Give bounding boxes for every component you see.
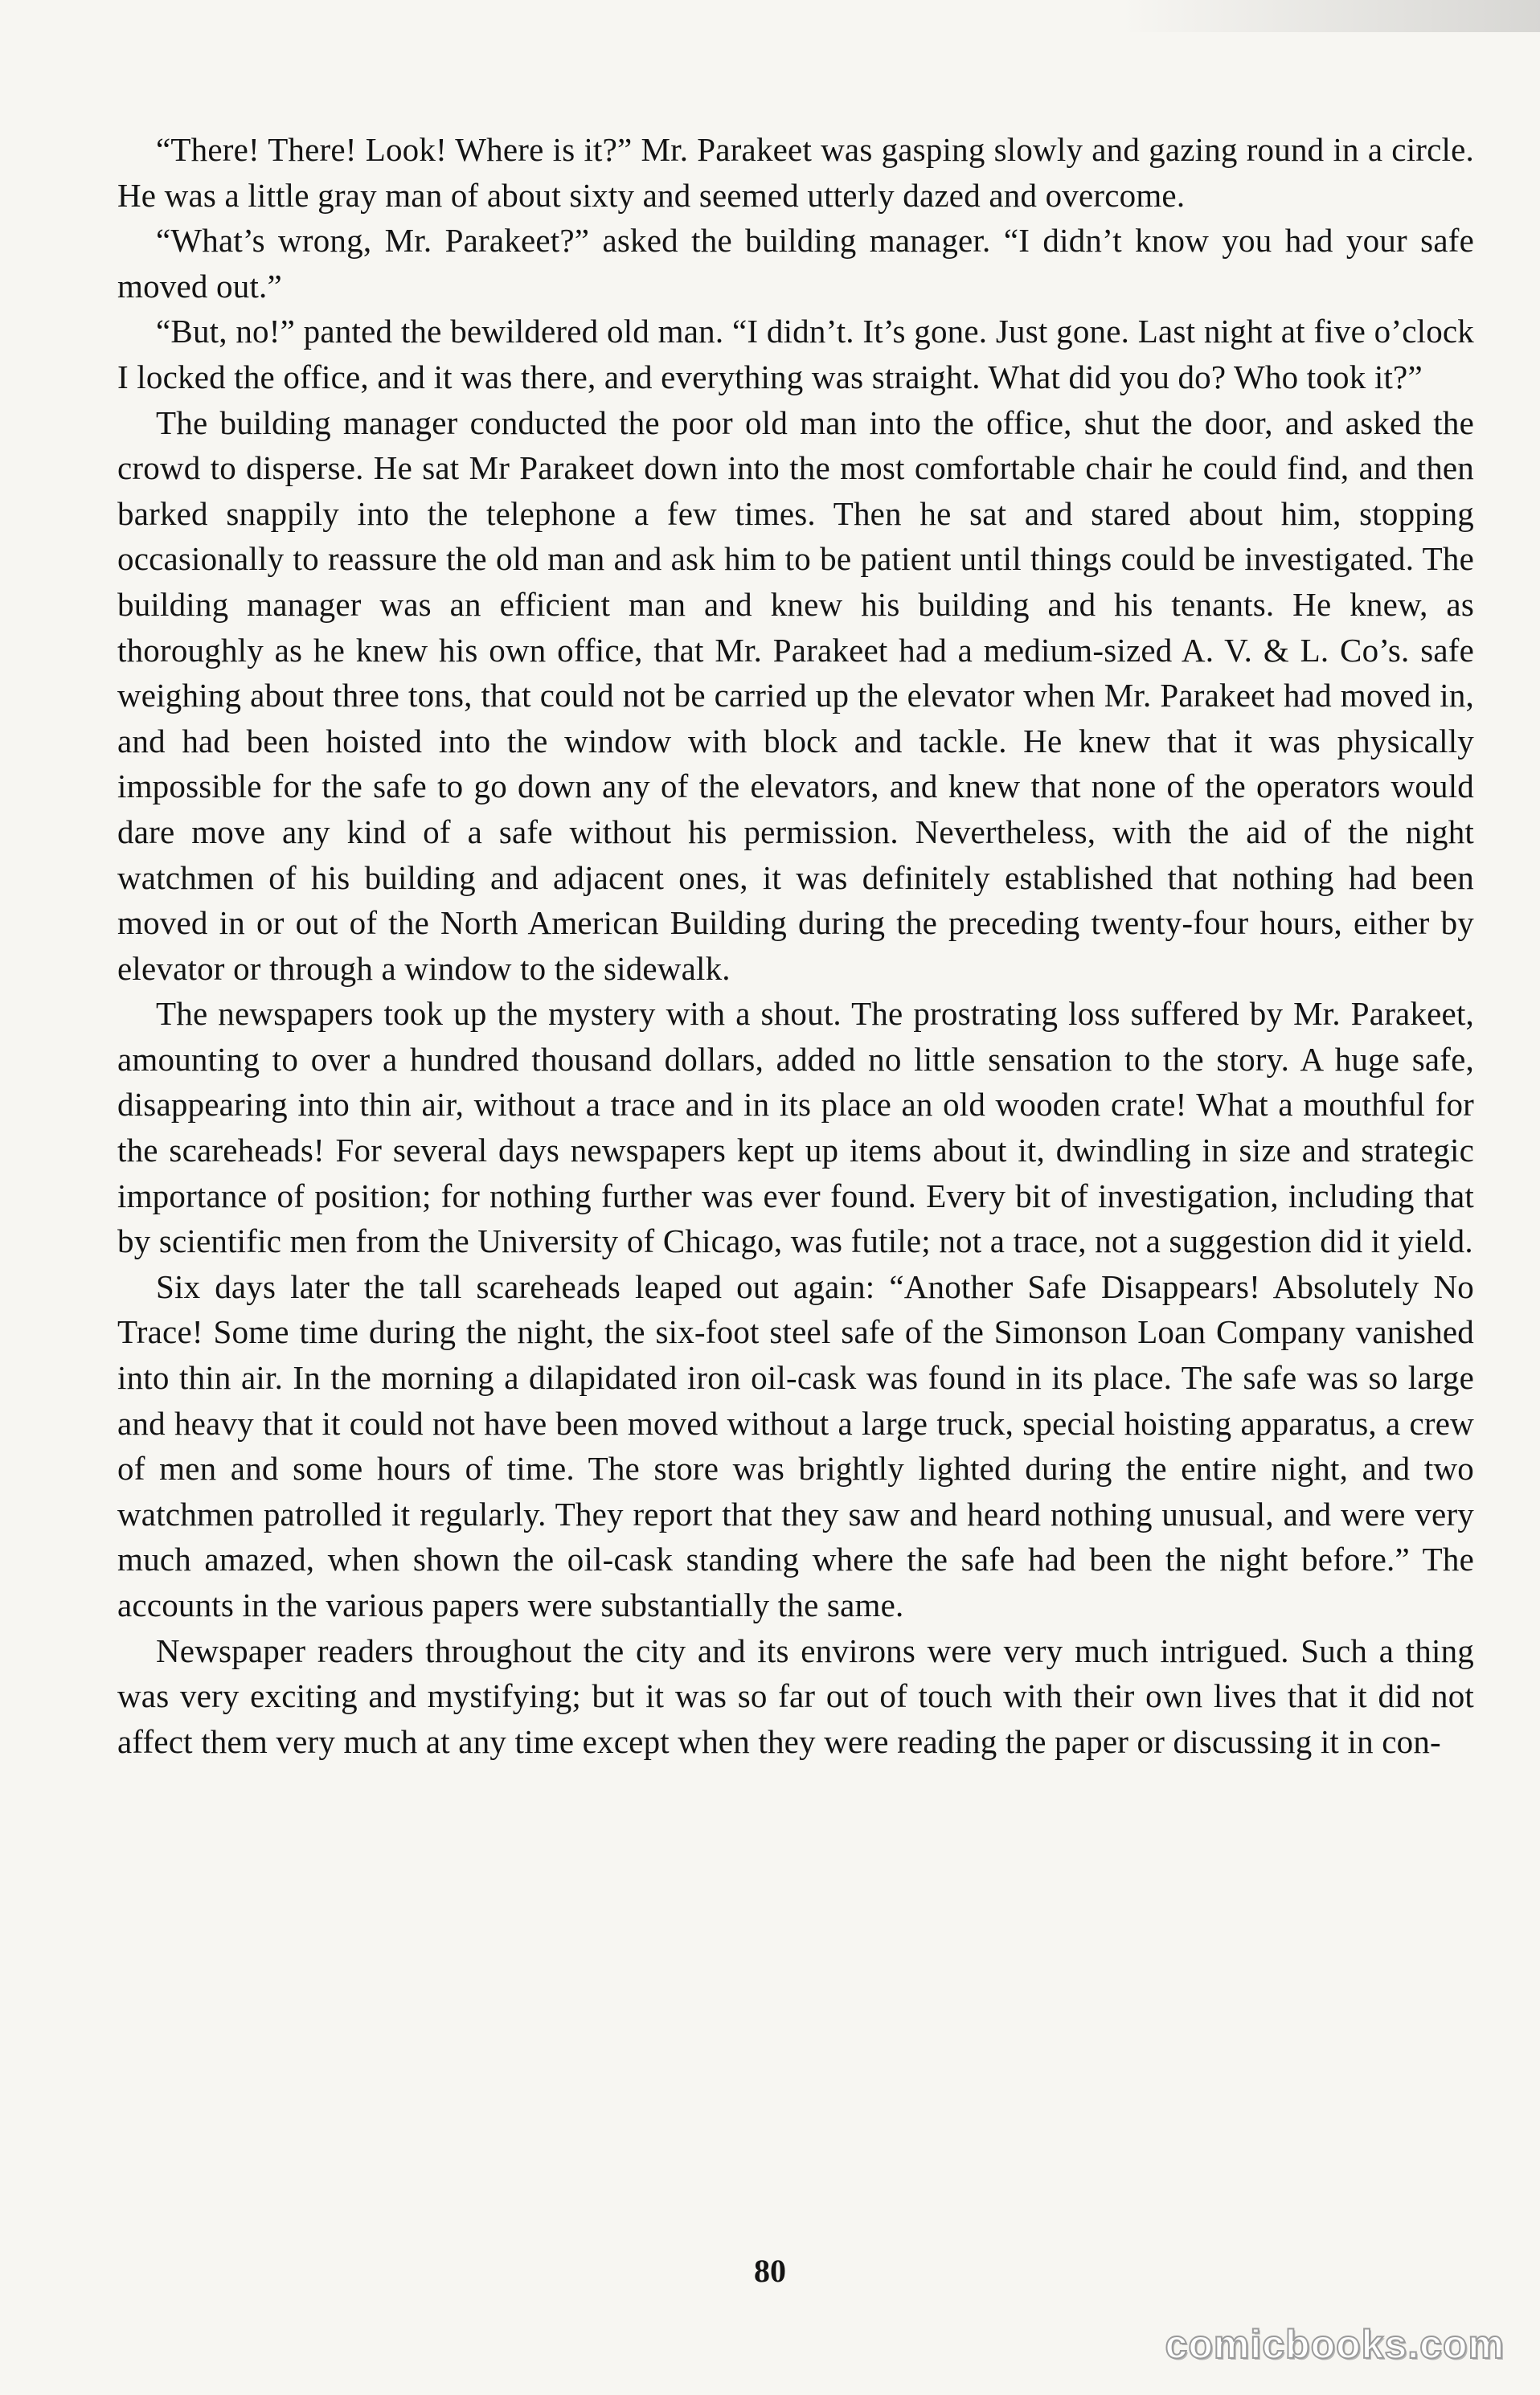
watermark-logo: comicbooks.com — [1165, 2322, 1505, 2367]
paragraph-3: “But, no!” panted the bewildered old man. “I didn’t. It’s gone. Just gone. Last night at five o’clock I locked the office, and it was there, and everything was straight. What did you do? Who took it?” — [117, 313, 1474, 395]
paragraph-4: The building manager conducted the poor old man into the office, shut the door, and asked the crowd to disperse. He sat Mr Parakeet down into the most comfortable chair he could find, and then barked snappily into the telephone a few times. Then he sat and stared about him, stopping occasionally to reassure the old man and ask him to be patient until things could be investigated. The building manager was an efficient man and knew his building and his tenants. He knew, as thoroughly as he knew his own office, that Mr. Parakeet had a medium-sized A. V. & L. Co’s. safe weighing about three tons, that could not be carried up the elevator when Mr. Parakeet had moved in, and had been hoisted into the window with block and tackle. He knew that it was physically impossible for the safe to go down any of the elevators, and knew that none of the operators would dare move any kind of a safe without his permission. Nevertheless, with the aid of the night watchmen of his building and adjacent ones, it was definitely established that nothing had been moved in or out of the North American Building during the preceding twenty-four hours, either by elevator or through a window to the sidewalk. — [117, 403, 1474, 987]
paragraph-6: Six days later the tall scareheads leaped out again: “Another Safe Disappears! Absolutely No Trace! Some time during the night, the six-foot steel safe of the Simonson Loan Company vanished into thin air. In the morning a dilapidated iron oil-cask was found in its place. The safe was so large and heavy that it could not have been moved without a large truck, special hoisting apparatus, a crew of men and some hours of time. The store was brightly lighted during the entire night, and two watchmen patrolled it regularly. They report that they saw and heard nothing unusual, and were very much amazed, when shown the oil-cask standing where the safe had been the night before.” The accounts in the various papers were substantially the same. — [117, 1267, 1474, 1623]
paragraph-1: “There! There! Look! Where is it?” Mr. Parakeet was gasping slowly and gazing round in a circle. He was a little gray man of about sixty and seemed utterly dazed and overcome. — [117, 131, 1474, 214]
body-text — [117, 127, 1474, 1764]
scan-edge-shadow — [1122, 0, 1540, 32]
paragraph-2: “What’s wrong, Mr. Parakeet?” asked the building manager. “I didn’t know you had your safe moved out.” — [117, 222, 1474, 305]
paragraph-5: The newspapers took up the mystery with a shout. The prostrating loss suffered by Mr. Parakeet, amounting to over a hundred thousand dollars, added no little sensation to the story. A huge safe, disappearing into thin air, without a trace and in its place an old wooden crate! What a mouthful for the scareheads! For several days newspapers kept up items about it, dwindling in size and strategic importance of position; for nothing further was ever found. Every bit of investigation, including that by scientific men from the University of Chicago, was futile; not a trace, not a suggestion did it yield. — [117, 995, 1474, 1260]
page-number: 80 — [754, 2253, 786, 2289]
paragraph-7: Newspaper readers throughout the city and its environs were very much intrigued. Such a thing was very exciting and mystifying; but it was so far out of touch with their own lives that it did not affect them very much at any time except when they were reading the paper or discussing it in con- — [117, 1631, 1474, 1760]
